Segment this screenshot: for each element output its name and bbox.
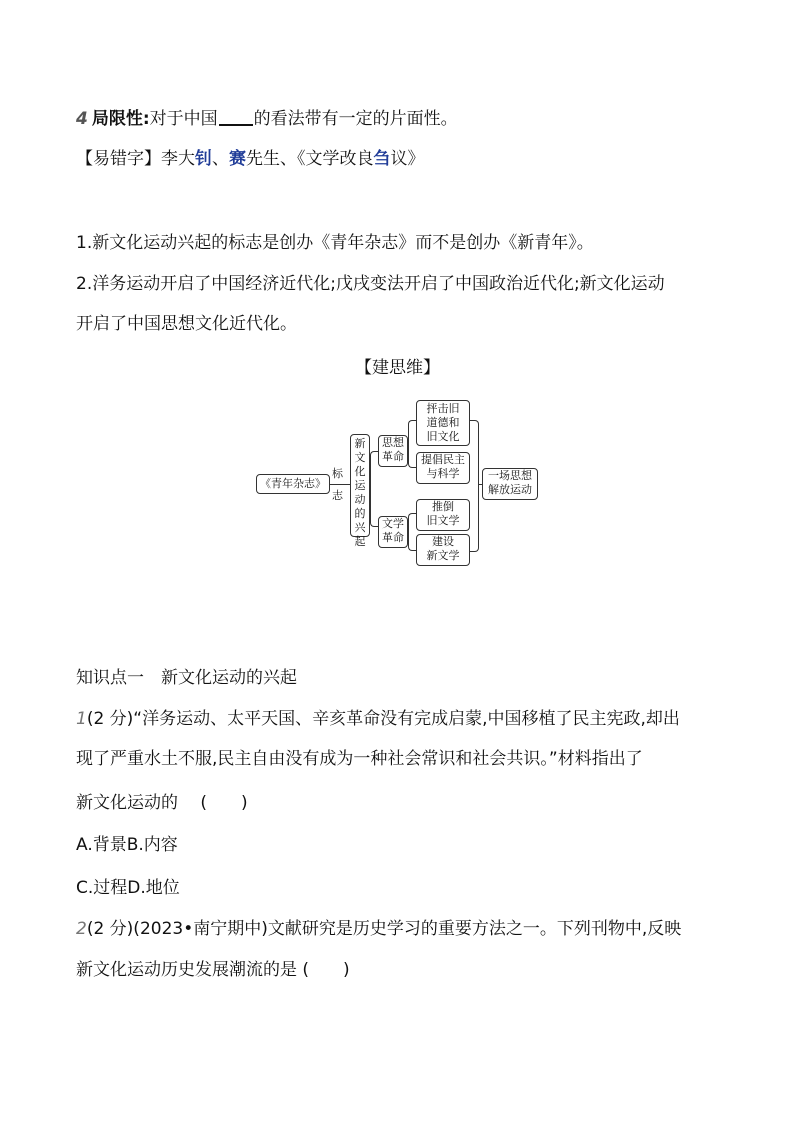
typo-word-3c: 议》 xyxy=(390,149,425,169)
mindmap-root: 《青年杂志》 xyxy=(256,474,330,494)
q1-line-2: 现了严重水土不服,民主自由没有成为一种社会常识和社会共识。”材料指出了 xyxy=(76,749,643,769)
edge-label-1: 标 xyxy=(332,467,343,480)
section-title: 知识点一 新文化运动的兴起 xyxy=(76,668,297,688)
q1-option-cd[interactable]: C.过程D.地位 xyxy=(76,878,180,898)
typo-sep: 、 xyxy=(212,149,229,169)
branch-literary-revolution: 文学 革命 xyxy=(378,516,408,548)
edge-label-2: 志 xyxy=(332,489,343,502)
note-2: 2.洋务运动开启了中国经济近代化;戊戌变法开启了中国政治近代化;新文化运动 xyxy=(76,274,665,294)
bracket-result xyxy=(470,420,479,552)
typo-word-2b: 先生、 xyxy=(246,149,297,169)
q1-line-1: 1(2 分)“洋务运动、太平天国、辛亥革命没有完成启蒙,中国移植了民主宪政,却出 xyxy=(76,709,680,729)
typo-word-3a: 《文学改良 xyxy=(297,149,374,169)
q2-number: 2 xyxy=(76,919,87,939)
note-2-cont: 开启了中国思想文化近代化。 xyxy=(76,314,297,334)
leaf-attack-old-culture: 抨击旧 道德和 旧文化 xyxy=(416,400,470,446)
note-1: 1.新文化运动兴起的标志是创办《青年杂志》而不是创办《新青年》。 xyxy=(76,233,594,253)
item-number: 4 xyxy=(76,109,88,129)
mindmap-center: 新 文 化 运 动 的 兴 起 xyxy=(350,434,370,537)
typo-char-chu: 刍 xyxy=(373,149,391,169)
leaf-overthrow-old-literature: 推倒 旧文学 xyxy=(416,499,470,531)
mindmap-heading: 【建思维】 xyxy=(355,358,440,378)
q2-line-1: 2(2 分)(2023•南宁期中)文献研究是历史学习的重要方法之一。下列刊物中,反映 xyxy=(76,919,682,939)
q1-number: 1 xyxy=(76,709,87,729)
typo-char-sai: 赛 xyxy=(229,149,246,169)
q1-line-3: 新文化运动的 ( ) xyxy=(76,793,248,813)
leaf-democracy-science: 提倡民主 与科学 xyxy=(416,452,470,484)
typo-char-zhao: 钊 xyxy=(195,149,212,169)
mindmap-result: 一场思想 解放运动 xyxy=(482,468,538,500)
limitation-text-before: 对于中国 xyxy=(149,109,218,129)
limitation-label: 局限性: xyxy=(91,109,150,129)
branch-thought-revolution: 思想 革命 xyxy=(378,435,408,467)
leaf-build-new-literature: 建设 新文学 xyxy=(416,534,470,566)
limitation-text-after: 的看法带有一定的片面性。 xyxy=(253,109,458,129)
q1-option-ab[interactable]: A.背景B.内容 xyxy=(76,835,178,855)
typo-word-1a: 李大 xyxy=(161,149,195,169)
typos-label: 【易错字】 xyxy=(76,149,161,169)
q2-line-2: 新文化运动历史发展潮流的是 ( ) xyxy=(76,960,350,980)
arrow-line xyxy=(330,484,350,485)
